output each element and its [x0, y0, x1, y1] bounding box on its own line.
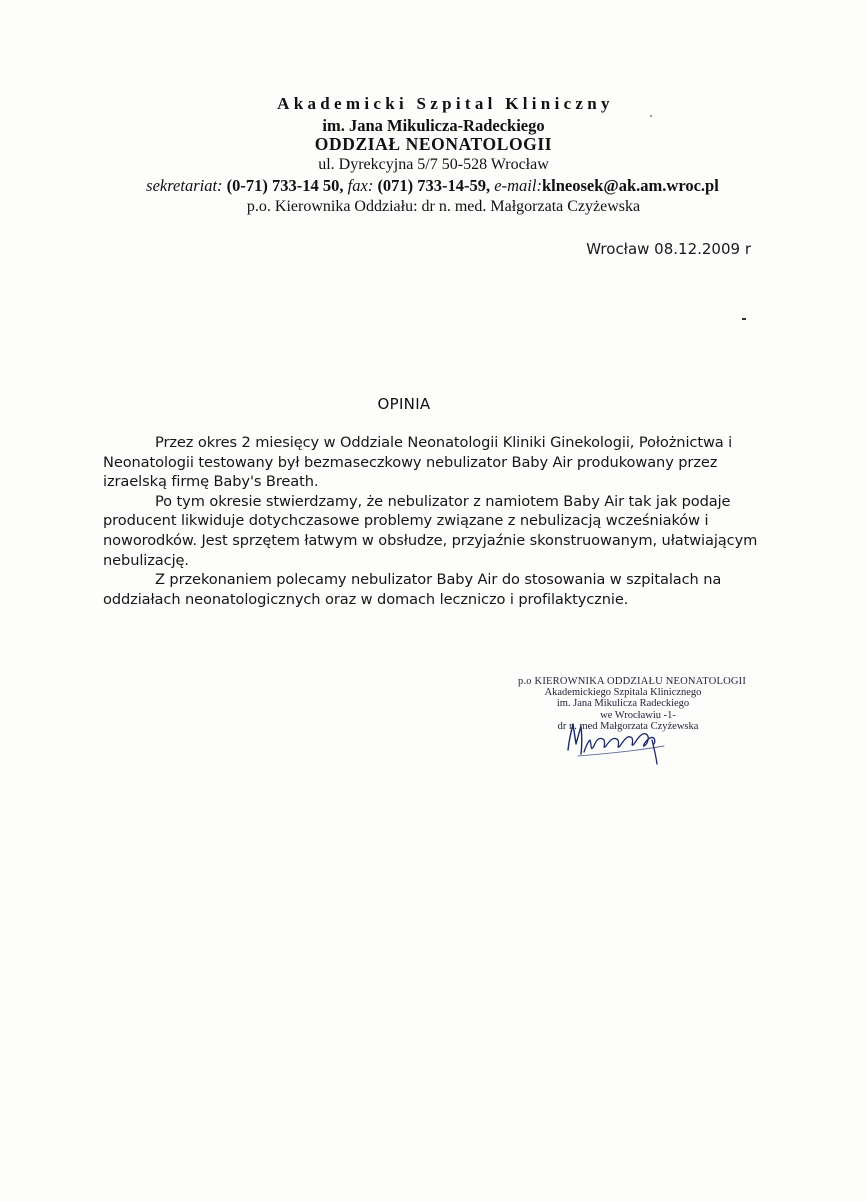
paragraph: Po tym okresie stwierdzamy, że nebulizator z namiotem Baby Air tak jak podaje producent likwiduje dotychczasowe problemy związane z nebulizacją wcześniaków i noworodków. Jest sprzętem łatwym w obsłudze, przyjaźnie skonstruowanym, ułatwiającym nebulizację. [103, 492, 758, 569]
fax-label: fax: [347, 176, 374, 195]
scan-speck [650, 115, 652, 117]
stamp-line: im. Jana Mikulicza Radeckiego [556, 698, 690, 710]
handwritten-signature [560, 716, 680, 766]
email-label: e-mail: [494, 176, 542, 195]
email-address: klneosek@ak.am.wroc.pl [541, 176, 719, 195]
secretariat-label: sekretariat: [146, 176, 223, 195]
stamp-line: we Wrocławiu -1- [600, 709, 676, 721]
stamp-line: Akademickiego Szpitala Klinicznego [544, 687, 702, 699]
stamp-line: p.o KIEROWNIKA ODDZIAŁU NEONATOLOGII [518, 676, 747, 687]
paragraph: Z przekonaniem polecamy nebulizator Baby Air do stosowania w szpitalach na oddziałach neonatologicznych oraz w domach leczniczo i profilaktycznie. [103, 571, 722, 608]
document-title: OPINIA [377, 395, 431, 413]
document-date: Wrocław 08.12.2009 r [586, 240, 751, 258]
hospital-patron: im. Jana Mikulicza-Radeckiego [322, 116, 545, 135]
ward-name: ODDZIAŁ NEONATOLOGII [314, 134, 553, 154]
opinion-body [103, 433, 783, 609]
secretariat-phone: (0-71) 733-14 50, [226, 176, 344, 195]
scan-speck [742, 318, 746, 320]
acting-director: p.o. Kierownika Oddziału: dr n. med. Małgorzata Czyżewska [246, 198, 641, 215]
address: ul. Dyrekcyjna 5/7 50-528 Wrocław [318, 156, 549, 173]
contact-line [0, 176, 866, 196]
paragraph: Przez okres 2 miesięcy w Oddziale Neonatologii Kliniki Ginekologii, Położnictwa i Neonatologii testowany był bezmaseczkowy nebulizator Baby Air produkowany przez izraelską firmę Baby's Breath. [103, 434, 733, 491]
stamp-line: dr n. med Małgorzata Czyżewska [557, 720, 699, 732]
hospital-name: Akademicki Szpital Kliniczny [277, 94, 614, 113]
fax-number: (071) 733-14-59, [377, 176, 491, 195]
